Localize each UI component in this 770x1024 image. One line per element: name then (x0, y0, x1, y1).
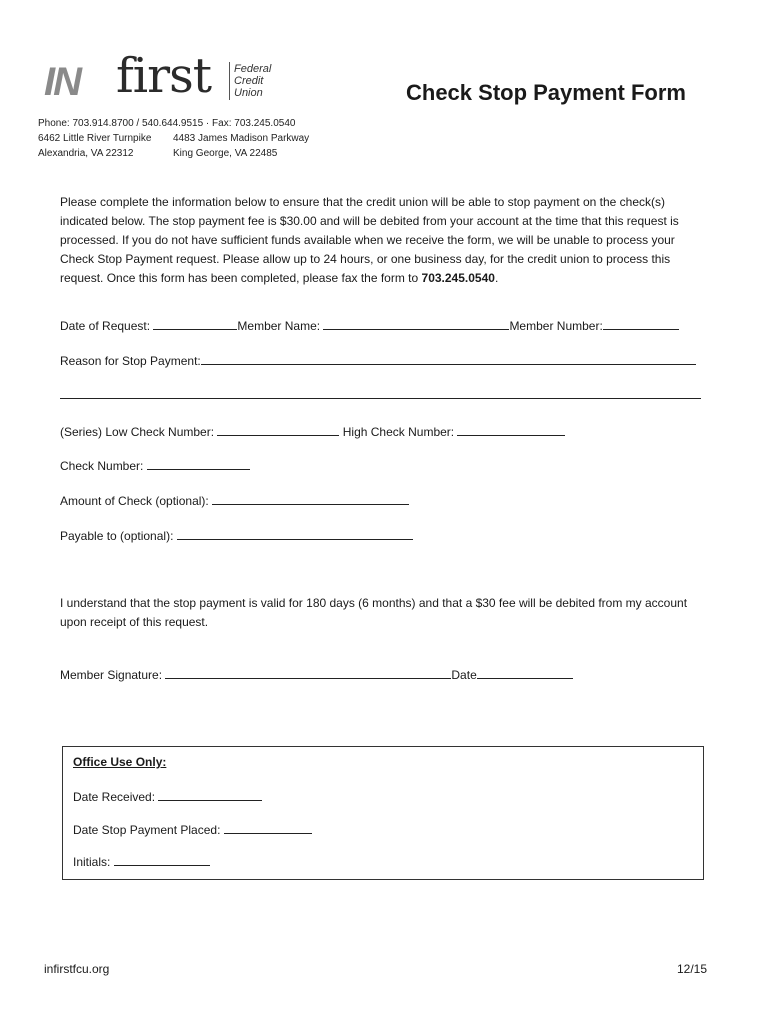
address2-street: 4483 James Madison Parkway (173, 133, 310, 144)
amount-label: Amount of Check (optional): (60, 494, 209, 508)
logo-divider (229, 62, 230, 100)
member-signature-field[interactable] (165, 666, 451, 679)
signature-row (60, 666, 573, 682)
check-number-label: Check Number: (60, 459, 144, 473)
intro-text: Please complete the information below to ensure that the credit union will be able to stop payment on the check(s) indicated below. The stop payment fee is $30.00 and will be debited from your account at the time that this request is processed. If you do not have sufficient funds available when we receive the form, we will be unable to process your Check Stop Payment request. Please allow up to 24 hours, or one business day, for the credit union to process this request. Once this form has been completed, please fax the form to (60, 195, 679, 285)
logo-wordmark: first (116, 48, 211, 104)
date-placed-label: Date Stop Payment Placed: (73, 823, 221, 837)
address1-street: 6462 Little River Turnpike (38, 133, 152, 144)
date-received-label: Date Received: (73, 790, 156, 804)
date-received-field[interactable] (158, 788, 262, 801)
request-row (60, 317, 679, 333)
signature-date-label: Date (451, 668, 477, 682)
member-number-field[interactable] (603, 317, 679, 330)
contact-info (38, 116, 309, 161)
amount-row (60, 492, 409, 508)
logo-in-mark: IN (44, 60, 80, 104)
acknowledgement-paragraph: I understand that the stop payment is valid for 180 days (6 months) and that a $30 fee will be debited from my account upon receipt of this request. (60, 596, 688, 629)
signature-date-field[interactable] (477, 666, 573, 679)
footer-website: infirstfcu.org (44, 962, 110, 976)
initials-field[interactable] (114, 853, 210, 866)
address1-city: Alexandria, VA 22312 (38, 148, 134, 159)
date-placed-field[interactable] (224, 821, 312, 834)
check-number-field[interactable] (147, 457, 250, 470)
office-use-box (62, 746, 704, 880)
logo-sub-line: Union (234, 87, 263, 99)
reason-row (60, 352, 696, 368)
initials-label: Initials: (73, 855, 111, 869)
check-number-row (60, 457, 250, 473)
intro-end: . (494, 271, 499, 285)
infirst-logo (44, 48, 284, 108)
member-name-label: Member Name: (237, 319, 321, 333)
phone-line: Phone: 703.914.8700 / 540.644.9515 · Fax: 703.245.0540 (38, 118, 296, 129)
logo-sub-line: Credit (234, 75, 264, 87)
footer-revision: 12/15 (677, 962, 708, 976)
reason-label: Reason for Stop Payment: (60, 354, 201, 368)
low-check-field[interactable] (217, 423, 339, 436)
date-received-row (73, 788, 262, 804)
member-signature-label: Member Signature: (60, 668, 163, 682)
member-name-field[interactable] (323, 317, 509, 330)
low-check-label: (Series) Low Check Number: (60, 425, 215, 439)
high-check-field[interactable] (457, 423, 565, 436)
fax-number: 703.245.0540 (421, 271, 495, 285)
date-of-request-label: Date of Request: (60, 319, 151, 333)
address2-city: King George, VA 22485 (173, 148, 278, 159)
logo-subtitle (234, 63, 271, 99)
office-use-title: Office Use Only: (73, 755, 167, 769)
payable-field[interactable] (177, 527, 413, 540)
initials-row (73, 853, 210, 869)
amount-field[interactable] (212, 492, 409, 505)
member-number-label: Member Number: (509, 319, 603, 333)
high-check-label: High Check Number: (342, 425, 455, 439)
date-of-request-field[interactable] (153, 317, 237, 330)
reason-continuation-line[interactable] (60, 398, 701, 399)
payable-label: Payable to (optional): (60, 529, 174, 543)
reason-field[interactable] (201, 352, 696, 365)
page-title: Check Stop Payment Form (406, 80, 686, 105)
intro-paragraph (60, 193, 710, 288)
date-placed-row (73, 821, 312, 837)
check-range-row (60, 423, 565, 439)
payable-row (60, 527, 413, 543)
logo-sub-line: Federal (234, 63, 272, 75)
